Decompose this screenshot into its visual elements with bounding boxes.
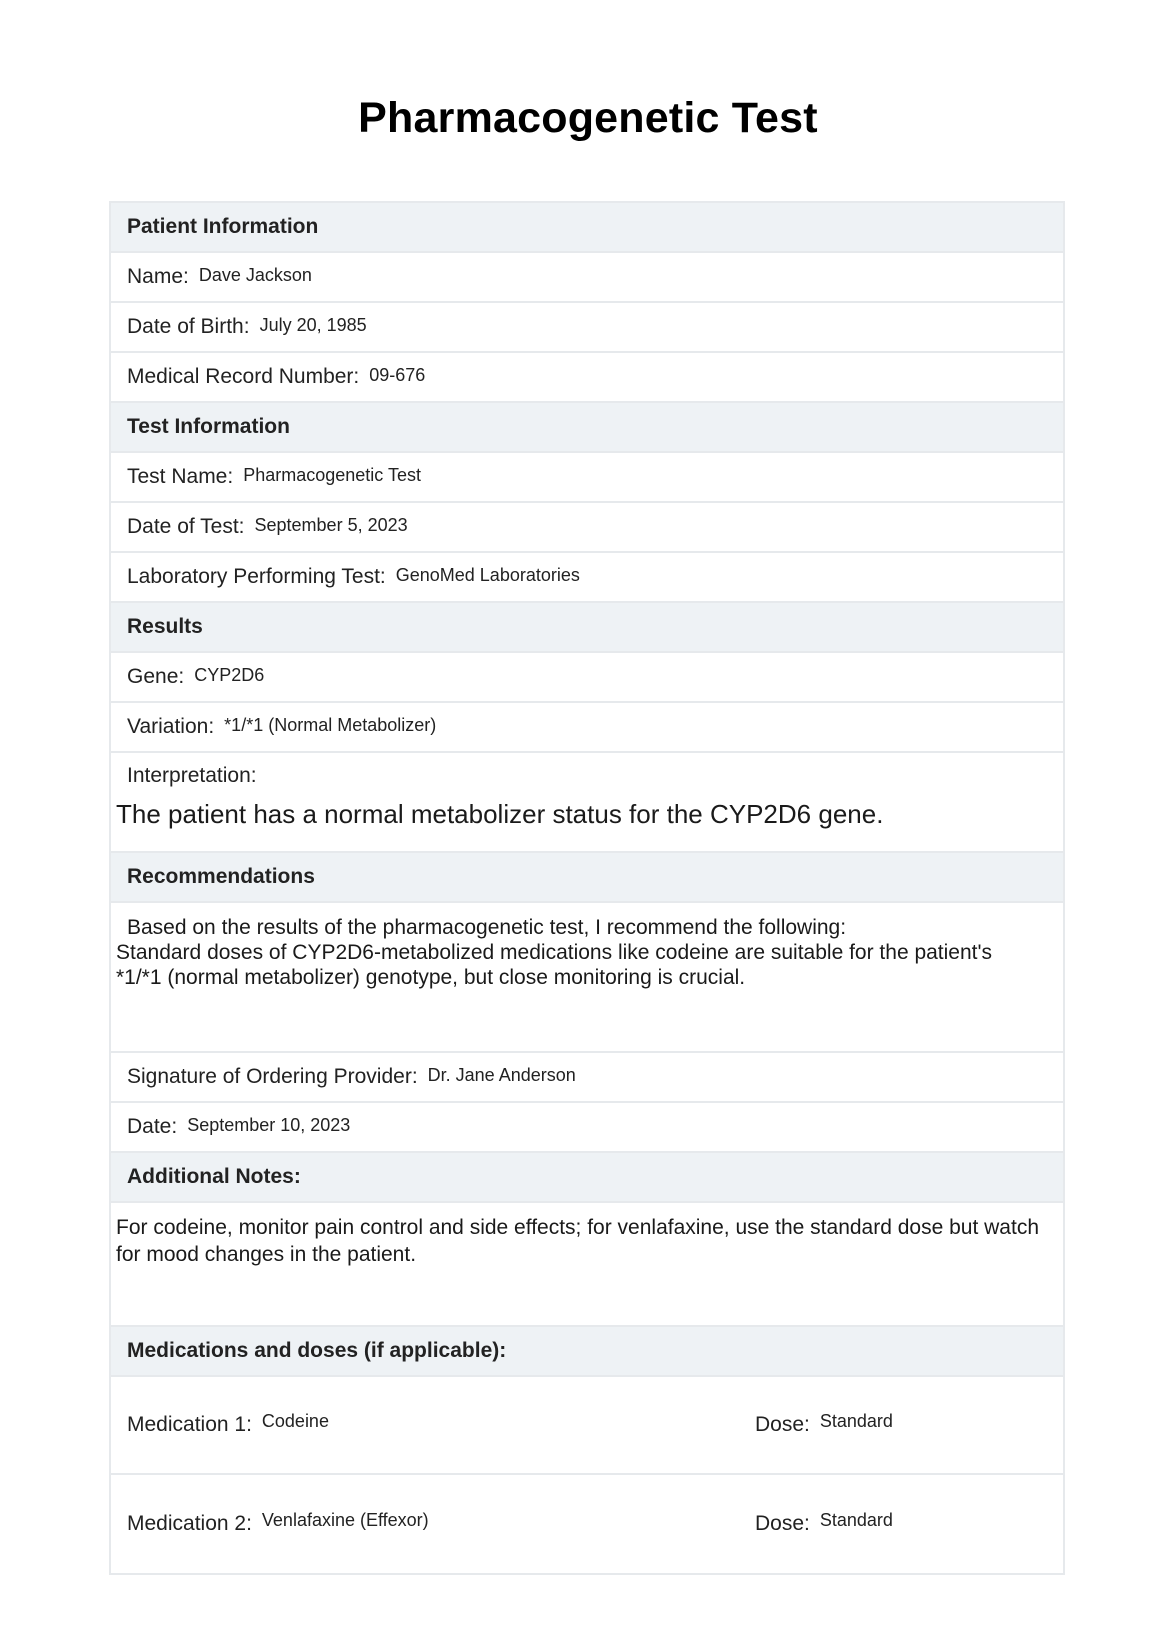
- variation-row: [111, 703, 1063, 753]
- signature-row: [111, 1053, 1063, 1103]
- medication-2-cell: [127, 1509, 755, 1536]
- test-name-field[interactable]: Pharmacogenetic Test: [243, 464, 421, 485]
- medication-2-field[interactable]: Venlafaxine (Effexor): [261, 1509, 429, 1530]
- medication-row: [111, 1475, 1063, 1573]
- dob-field[interactable]: July 20, 1985: [259, 314, 367, 335]
- medication-2-label: Medication 2:: [127, 1512, 252, 1535]
- medications-header: Medications and doses (if applicable):: [111, 1327, 1063, 1377]
- lab-row: [111, 553, 1063, 603]
- medication-row: [111, 1377, 1063, 1475]
- notes-field[interactable]: [111, 1203, 1063, 1327]
- medication-1-cell: [127, 1410, 755, 1437]
- medication-1-label: Medication 1:: [127, 1413, 252, 1436]
- dose-1-field[interactable]: Standard: [819, 1410, 893, 1431]
- variation-label: Variation:: [127, 715, 215, 738]
- mrn-label: Medical Record Number:: [127, 365, 360, 388]
- test-name-row: [111, 453, 1063, 503]
- recommendations-field[interactable]: [111, 903, 1063, 1053]
- variation-field[interactable]: *1/*1 (Normal Metabolizer): [224, 714, 437, 735]
- gene-label: Gene:: [127, 665, 185, 688]
- notes-body: For codeine, monitor pain control and side effects; for venlafaxine, use the standard dose but watch for mood changes in the patient.: [116, 1216, 1039, 1266]
- test-date-field[interactable]: September 5, 2023: [254, 514, 408, 535]
- medication-1-field[interactable]: Codeine: [261, 1410, 329, 1431]
- dob-row: [111, 303, 1063, 353]
- dose-1-label: Dose:: [755, 1413, 810, 1436]
- dob-label: Date of Birth:: [127, 315, 250, 338]
- test-info-header: Test Information: [111, 403, 1063, 453]
- test-date-row: [111, 503, 1063, 553]
- test-name-label: Test Name:: [127, 465, 234, 488]
- dose-1-cell: [755, 1410, 893, 1437]
- recommendations-intro: Based on the results of the pharmacogenetic test, I recommend the following:: [127, 916, 847, 939]
- signature-date-row: [111, 1103, 1063, 1153]
- interpretation-field[interactable]: The patient has a normal metabolizer status for the CYP2D6 gene.: [116, 799, 884, 829]
- recommendations-header: Recommendations: [111, 853, 1063, 903]
- signature-field[interactable]: Dr. Jane Anderson: [427, 1064, 576, 1085]
- signature-date-field[interactable]: September 10, 2023: [187, 1114, 351, 1135]
- signature-date-label: Date:: [127, 1115, 178, 1138]
- dose-2-field[interactable]: Standard: [819, 1509, 893, 1530]
- mrn-row: [111, 353, 1063, 403]
- patient-name-label: Name:: [127, 265, 189, 288]
- interpretation-row: [111, 753, 1063, 853]
- results-header: Results: [111, 603, 1063, 653]
- gene-field[interactable]: CYP2D6: [194, 664, 265, 685]
- patient-name-row: [111, 253, 1063, 303]
- patient-info-header: Patient Information: [111, 203, 1063, 253]
- pharmacogenetic-form: [109, 201, 1065, 1575]
- interpretation-label: Interpretation:: [127, 764, 257, 787]
- dose-2-cell: [755, 1509, 893, 1536]
- page-title: Pharmacogenetic Test: [358, 94, 818, 142]
- gene-row: [111, 653, 1063, 703]
- lab-field[interactable]: GenoMed Laboratories: [395, 564, 580, 585]
- mrn-field[interactable]: 09-676: [369, 364, 426, 385]
- test-date-label: Date of Test:: [127, 515, 245, 538]
- patient-name-field[interactable]: Dave Jackson: [198, 264, 312, 285]
- notes-header: Additional Notes:: [111, 1153, 1063, 1203]
- signature-label: Signature of Ordering Provider:: [127, 1065, 418, 1088]
- recommendations-body: Standard doses of CYP2D6-metabolized medications like codeine are suitable for the patient's *1/*1 (normal metabolizer) genotype, but close monitoring is crucial.: [116, 941, 993, 989]
- dose-2-label: Dose:: [755, 1512, 810, 1535]
- lab-label: Laboratory Performing Test:: [127, 565, 386, 588]
